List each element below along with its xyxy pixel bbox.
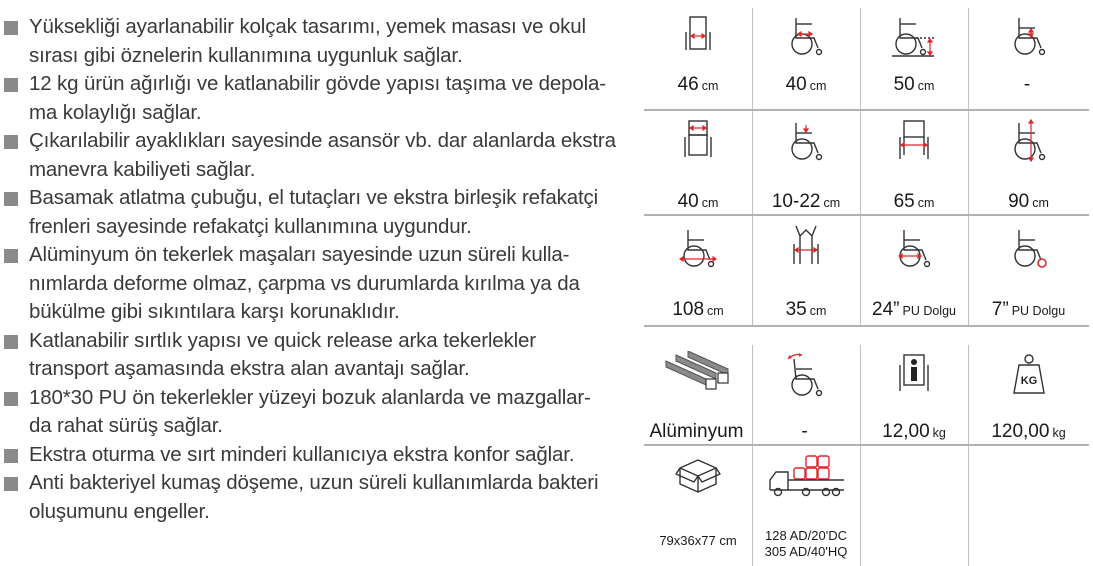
spec-row xyxy=(644,446,1089,566)
spec-cell xyxy=(860,111,969,214)
feature-item: Katlanabilir sırtlık yapısı ve quick release arka tekerlekler transport aşamasında ekstra alan avantajı sağlar. xyxy=(0,327,622,384)
spec-row xyxy=(644,345,1089,446)
feature-item: 12 kg ürün ağırlığı ve katlanabilir gövde yapısı taşıma ve depola- ma kolaylığı sağlar. xyxy=(0,70,622,127)
backrest-width-icon xyxy=(676,117,720,163)
spec-row xyxy=(644,216,1089,327)
bullet-square-icon xyxy=(4,335,18,349)
spec-value: 40 cm xyxy=(677,191,719,212)
aluminum-profile-icon xyxy=(662,351,734,397)
spec-cell xyxy=(968,111,1089,214)
overall-length-icon xyxy=(674,222,722,270)
spec-value: 12,00 kg xyxy=(882,421,946,442)
bullet-square-icon xyxy=(4,192,18,206)
spec-cell xyxy=(752,345,861,444)
spec-cell xyxy=(644,446,753,566)
bullet-square-icon xyxy=(4,135,18,149)
spec-value: 35 cm xyxy=(785,299,827,320)
spec-cell xyxy=(752,8,861,109)
spec-cell xyxy=(860,345,969,444)
feature-item: Ekstra oturma ve sırt minderi kullanıcıya ekstra konfor sağlar. xyxy=(0,441,622,470)
spec-cell xyxy=(644,111,753,214)
spec-value: 10-22 cm xyxy=(771,191,841,212)
spec-value: - xyxy=(801,421,808,442)
spec-value: 46 cm xyxy=(677,74,719,95)
bullet-square-icon xyxy=(4,78,18,92)
spec-value: 50 cm xyxy=(893,74,935,95)
feature-item: Basamak atlatma çubuğu, el tutaçları ve ekstra birleşik refakatçi frenleri sayesinde refakatçi kullanımına uygundur. xyxy=(0,184,622,241)
feature-item: Yüksekliği ayarlanabilir kolçak tasarımı, yemek masası ve okul sırası gibi öznelerin kullanımına uygunluk sağlar. xyxy=(0,13,622,70)
product-weight-icon xyxy=(892,351,936,399)
spec-value: 108 cm xyxy=(672,299,724,320)
spec-cell xyxy=(752,446,861,566)
spec-value: 40 cm xyxy=(785,74,827,95)
spec-value: 120,00 kg xyxy=(991,421,1066,442)
spec-cell xyxy=(752,216,861,325)
overall-height-icon xyxy=(1007,117,1051,163)
bullet-square-icon xyxy=(4,249,18,263)
spec-cell xyxy=(644,345,753,444)
feature-item: Alüminyum ön tekerlek maşaları sayesinde uzun süreli kulla- nımlarda deforme olmaz, çarpma vs durumlarda kırılma ya da bükülme gibi sıkıntılara karşı korunaklıdır. xyxy=(0,241,622,327)
spec-value: 7” PU Dolgu xyxy=(991,299,1066,320)
weight-capacity-icon xyxy=(1007,351,1051,399)
bullet-square-icon xyxy=(4,392,18,406)
container-loading-icon xyxy=(764,452,848,498)
spec-value: 65 cm xyxy=(893,191,935,212)
spec-cell xyxy=(968,8,1089,109)
feature-item: Çıkarılabilir ayaklıkları sayesinde asansör vb. dar alanlarda ekstra manevra kabiliyeti sağlar. xyxy=(0,127,622,184)
spec-value: 79x36x77 cm xyxy=(659,533,737,548)
spec-value: 90 cm xyxy=(1008,191,1049,212)
spec-value: Alüminyum xyxy=(649,421,744,442)
backrest-recline-icon xyxy=(784,351,828,399)
kg-glyph: KG xyxy=(1020,375,1037,387)
bullet-square-icon xyxy=(4,477,18,491)
feature-item: Anti bakteriyel kumaş döşeme, uzun süreli kullanımlarda bakteri oluşumunu engeller. xyxy=(0,469,622,526)
box-dimensions-icon xyxy=(674,452,722,498)
armrest-height-icon xyxy=(1007,14,1051,58)
bullet-square-icon xyxy=(4,21,18,35)
spec-value: 24” PU Dolgu xyxy=(872,299,956,320)
spec-cell xyxy=(860,216,969,325)
spec-cell xyxy=(644,216,753,325)
bullet-square-icon xyxy=(4,449,18,463)
spec-row xyxy=(644,111,1089,216)
spec-row xyxy=(644,8,1089,111)
folded-width-icon xyxy=(784,222,828,270)
front-wheel-icon xyxy=(1005,222,1053,270)
armrest-adjust-icon xyxy=(784,117,828,163)
spec-cell-empty xyxy=(860,446,969,566)
spec-cell xyxy=(860,8,969,109)
spec-cell xyxy=(644,8,753,109)
feature-list xyxy=(0,13,622,526)
spec-cell xyxy=(968,216,1089,325)
feature-item: 180*30 PU ön tekerlekler yüzeyi bozuk alanlarda ve mazgallar- da rahat sürüş sağlar. xyxy=(0,384,622,441)
rear-wheel-icon xyxy=(890,222,938,270)
spec-value: - xyxy=(1023,74,1031,95)
spec-cell-empty xyxy=(968,446,1089,566)
spec-cell xyxy=(752,111,861,214)
spec-value: 128 AD/20'DC 305 AD/40'HQ xyxy=(764,528,848,559)
overall-width-icon xyxy=(892,117,936,163)
spec-cell xyxy=(968,345,1089,444)
seat-height-icon xyxy=(890,14,938,58)
seat-width-icon xyxy=(676,14,720,58)
seat-depth-icon xyxy=(784,14,828,58)
spec-table xyxy=(644,0,1089,566)
